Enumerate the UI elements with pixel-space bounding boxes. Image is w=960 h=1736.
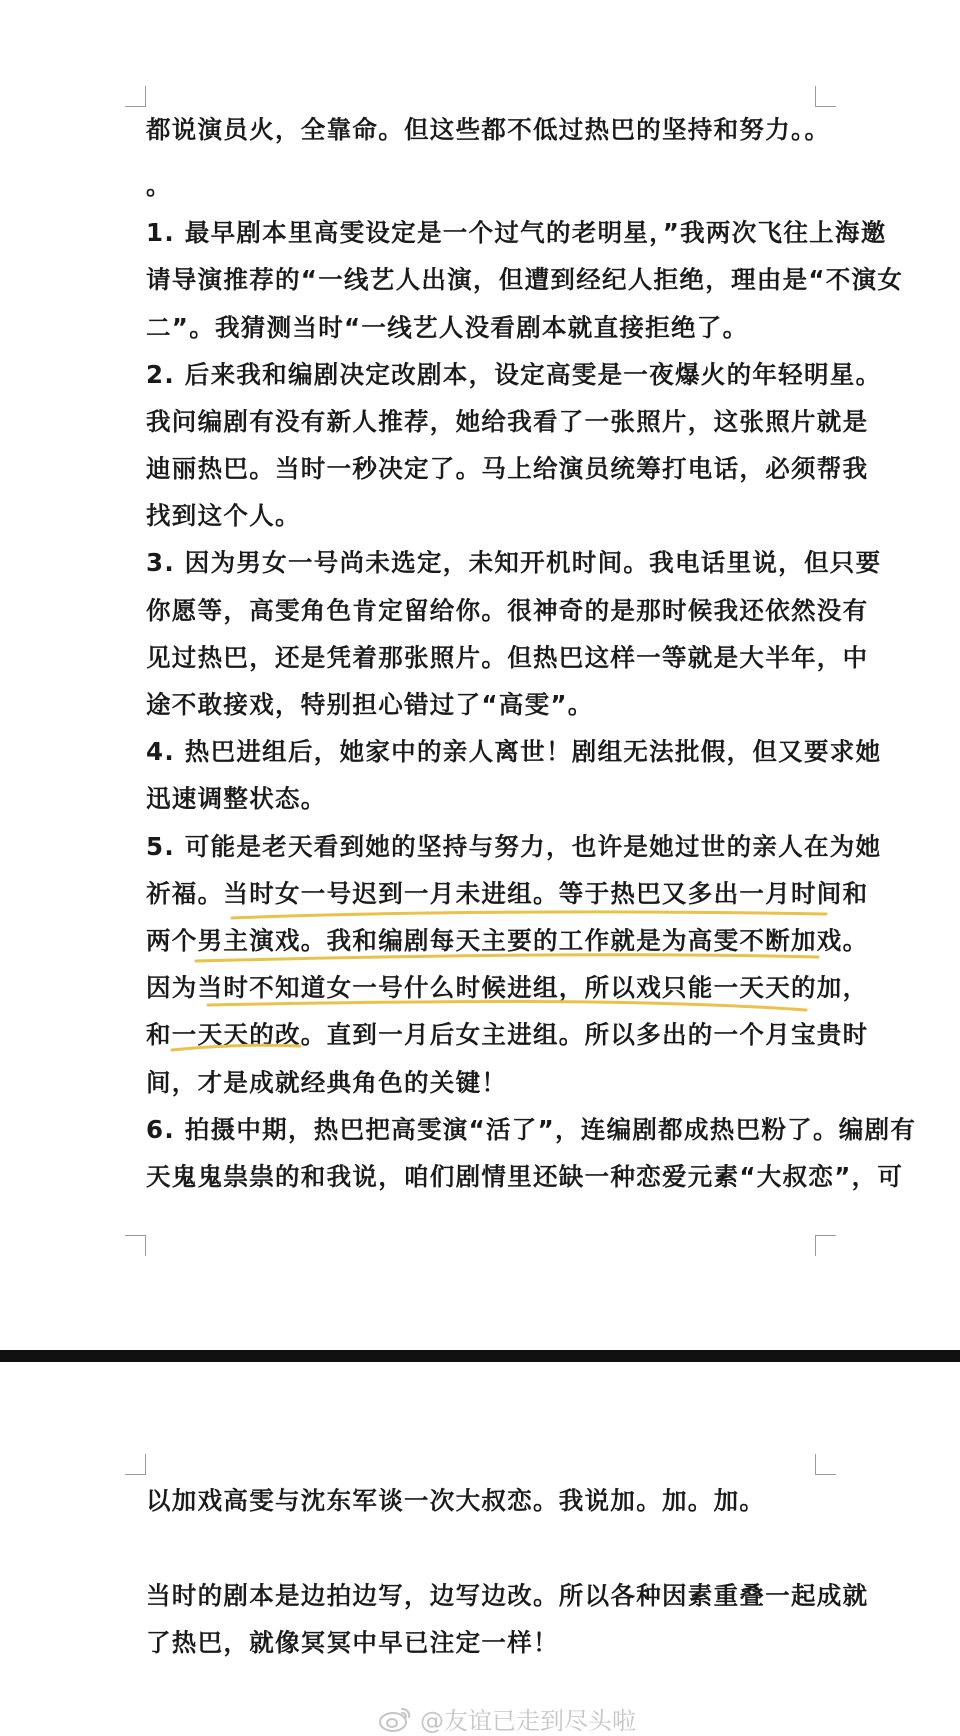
text-line: 3. 因为男女一号尚未选定，未知开机时间。我电话里说，但只要 [146, 548, 882, 577]
text-line: 见过热巴，还是凭着那张照片。但热巴这样一等就是大半年，中 [146, 643, 869, 672]
text-line: 二”。我猜测当时“一线艺人没看剧本就直接拒绝了。 [146, 313, 749, 342]
text-line: 迪丽热巴。当时一秒决定了。马上给演员统筹打电话，必须帮我 [146, 454, 869, 483]
weibo-watermark [378, 1701, 636, 1736]
text-line: 6. 拍摄中期，热巴把高雯演“活了”，连编剧都成热巴粉了。编剧有 [146, 1115, 917, 1144]
text-line: 途不敢接戏，特别担心错过了“高雯”。 [146, 690, 594, 719]
document-page-2 [0, 1362, 960, 1732]
underline-stroke-1 [232, 912, 826, 918]
text-line: 了热巴，就像冥冥中早已注定一样！ [146, 1628, 559, 1657]
text-line: 因为当时不知道女一号什么时候进组，所以戏只能一天天的加， [146, 973, 869, 1002]
text-line: 4. 热巴进组后，她家中的亲人离世！剧组无法批假，但又要求她 [146, 737, 882, 766]
text-line: 找到这个人。 [146, 501, 301, 530]
page-corner-mark [815, 86, 836, 107]
text-line: 5. 可能是老天看到她的坚持与努力，也许是她过世的亲人在为她 [146, 832, 882, 861]
text-line: 请导演推荐的“一线艺人出演，但遭到经纪人拒绝，理由是“不演女 [146, 265, 904, 294]
text-line: 和一天天的改。直到一月后女主进组。所以多出的一个月宝贵时 [146, 1020, 869, 1049]
page-divider [0, 1350, 960, 1362]
text-line: 祈福。当时女一号迟到一月未进组。等于热巴又多出一月时间和 [146, 879, 869, 908]
watermark-text: @友谊已走到尽头啦 [420, 1707, 636, 1735]
text-line: 间，才是成就经典角色的关键！ [146, 1068, 508, 1097]
page-corner-mark [125, 1454, 146, 1475]
weibo-icon [378, 1705, 412, 1733]
text-line: 2. 后来我和编剧决定改剧本，设定高雯是一夜爆火的年轻明星。 [146, 360, 882, 389]
text-line: 你愿等，高雯角色肯定留给你。很神奇的是那时候我还依然没有 [146, 596, 869, 625]
text-line: 都说演员火，全靠命。但这些都不低过热巴的坚持和努力。。 [146, 115, 831, 144]
text-line: 。 [146, 171, 172, 200]
text-line: 天鬼鬼祟祟的和我说，咱们剧情里还缺一种恋爱元素“大叔恋”，可 [146, 1162, 904, 1191]
page-corner-mark [815, 1235, 836, 1256]
page-corner-mark [815, 1454, 836, 1475]
page-corner-mark [125, 86, 146, 107]
text-line: 1. 最早剧本里高雯设定是一个过气的老明星，”我两次飞往上海邀 [146, 218, 887, 247]
text-line: 我问编剧有没有新人推荐，她给我看了一张照片，这张照片就是 [146, 407, 869, 436]
text-line: 迅速调整状态。 [146, 784, 327, 813]
page-corner-mark [125, 1235, 146, 1256]
text-line: 以加戏高雯与沈东军谈一次大叔恋。我说加。加。加。 [146, 1486, 766, 1515]
text-line: 当时的剧本是边拍边写，边写边改。所以各种因素重叠一起成就 [146, 1581, 869, 1610]
text-line: 两个男主演戏。我和编剧每天主要的工作就是为高雯不断加戏。 [146, 926, 869, 955]
